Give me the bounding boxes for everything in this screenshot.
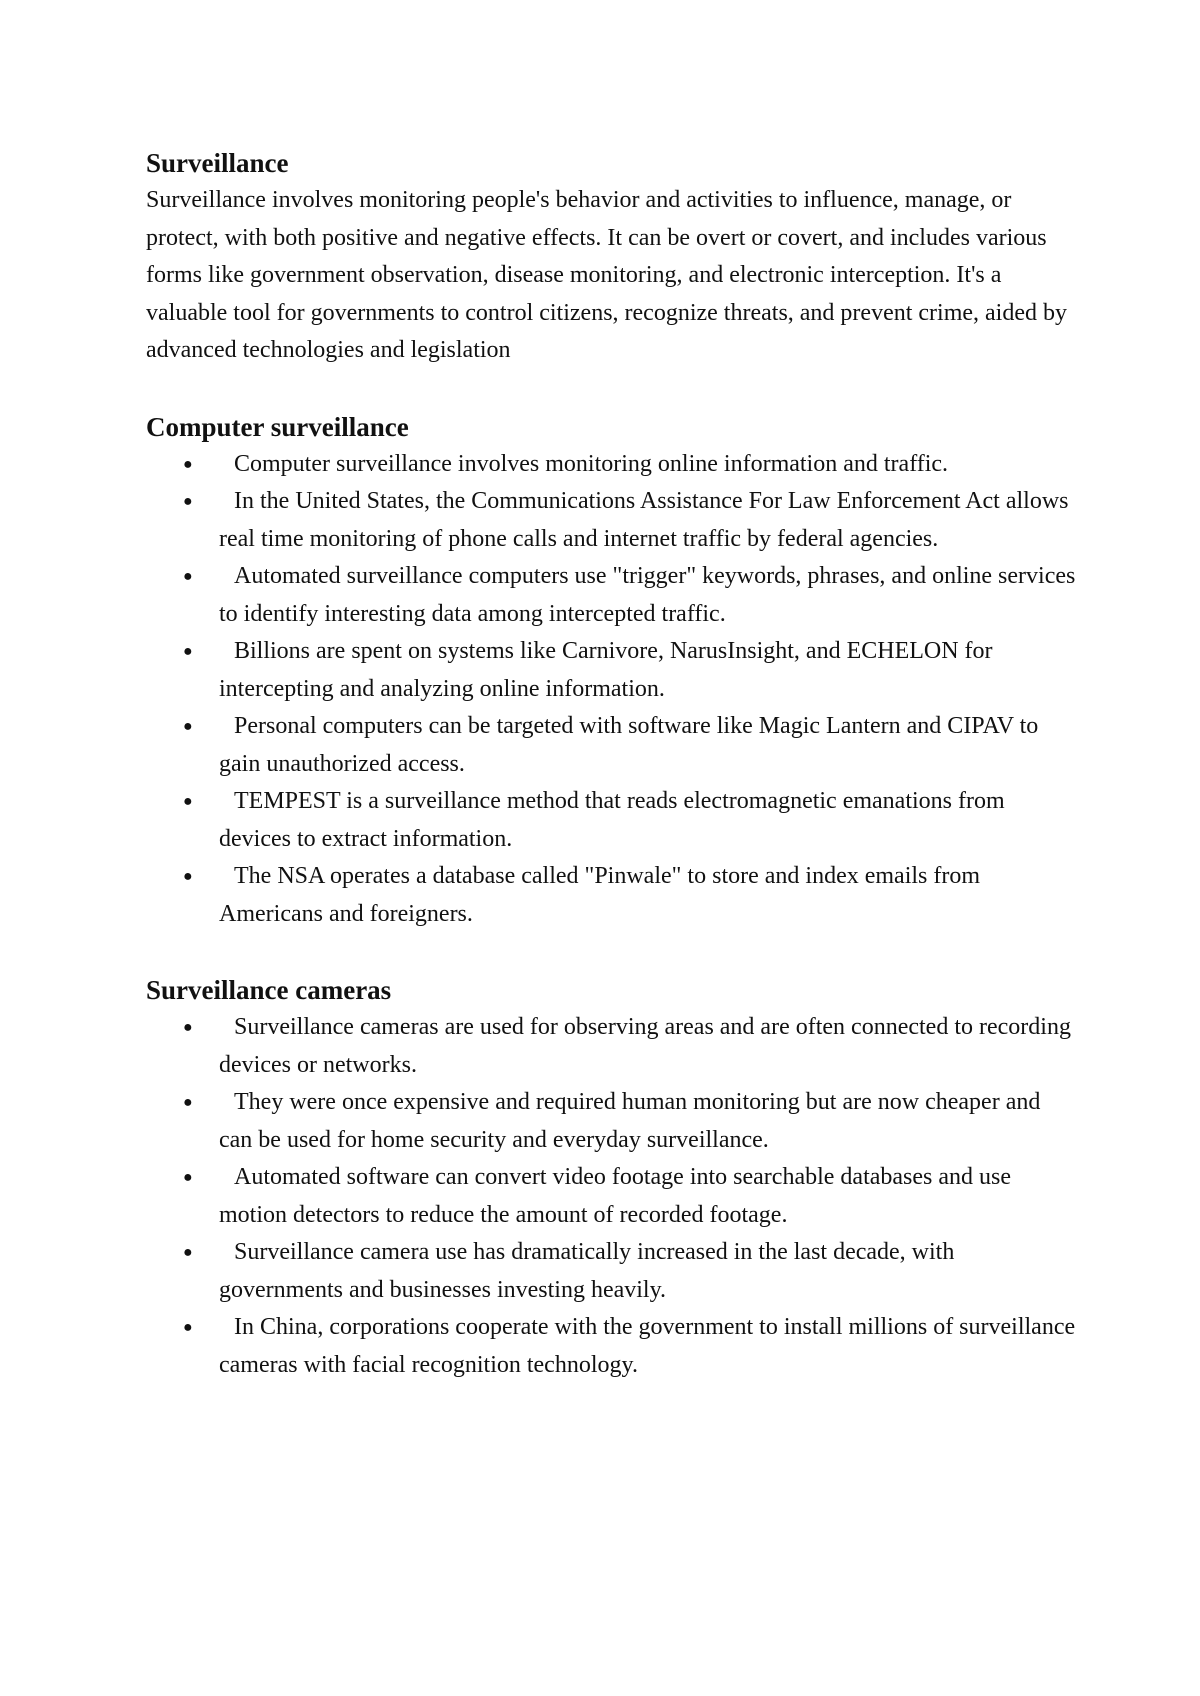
bullet-icon: ●: [183, 1094, 193, 1111]
bullet-icon: ●: [183, 868, 193, 885]
bullet-icon: ●: [183, 1244, 193, 1261]
list-item: [146, 633, 1076, 708]
list-item: [146, 446, 1076, 484]
list-item-text: Automated surveillance computers use "trigger" keywords, phrases, and online services to identify interesting data among intercepted traffic.: [219, 563, 1076, 627]
list-item: [146, 783, 1076, 858]
list-item-text: They were once expensive and required human monitoring but are now cheaper and can be used for home security and everyday surveillance.: [219, 1089, 1041, 1153]
bullet-list-computer-surveillance: [146, 446, 1076, 934]
bullet-icon: ●: [183, 455, 193, 473]
list-item-text: In the United States, the Communications Assistance For Law Enforcement Act allows real time monitoring of phone calls and internet traffic by federal agencies.: [219, 488, 1069, 552]
bullet-icon: ●: [183, 718, 193, 735]
bullet-icon: ●: [183, 1169, 193, 1186]
list-item: [146, 858, 1076, 933]
section-title-surveillance: Surveillance: [146, 148, 289, 178]
section-title-surveillance-cameras: Surveillance cameras: [146, 975, 392, 1005]
list-item-text: Surveillance camera use has dramatically increased in the last decade, with governments and businesses investing heavily.: [219, 1239, 955, 1303]
list-item: [146, 558, 1076, 633]
bullet-icon: ●: [183, 568, 193, 585]
list-item: [146, 708, 1076, 783]
list-item-text: Computer surveillance involves monitoring online information and traffic.: [234, 450, 949, 477]
bullet-list-surveillance-cameras: [146, 1009, 1076, 1384]
section-title-computer-surveillance: Computer surveillance: [146, 411, 409, 442]
list-item: [146, 483, 1076, 558]
bullet-icon: ●: [183, 493, 193, 510]
list-item: [146, 1309, 1076, 1384]
list-item: [146, 1009, 1076, 1084]
list-item-text: Automated software can convert video footage into searchable databases and use motion detectors to reduce the amount of recorded footage.: [219, 1164, 1012, 1228]
list-item-text: Billions are spent on systems like Carnivore, NarusInsight, and ECHELON for intercepting and analyzing online information.: [219, 638, 993, 702]
list-item-text: Personal computers can be targeted with software like Magic Lantern and CIPAV to gain unauthorized access.: [219, 713, 1039, 777]
document-page: [146, 144, 1076, 1384]
bullet-icon: ●: [183, 1319, 193, 1336]
section-spacer: [146, 933, 1076, 971]
section-spacer: [146, 370, 1076, 408]
list-item-text: Surveillance cameras are used for observing areas and are often connected to recording devices or networks.: [219, 1014, 1071, 1078]
bullet-icon: ●: [183, 643, 193, 660]
list-item: [146, 1084, 1076, 1159]
list-item-text: The NSA operates a database called "Pinwale" to store and index emails from Americans and foreigners.: [219, 863, 981, 927]
list-item: [146, 1234, 1076, 1309]
list-item-text: In China, corporations cooperate with the government to install millions of surveillance cameras with facial recognition technology.: [219, 1314, 1076, 1378]
list-item-text: TEMPEST is a surveillance method that reads electromagnetic emanations from devices to extract information.: [219, 788, 1005, 852]
bullet-icon: ●: [183, 1019, 193, 1036]
bullet-icon: ●: [183, 793, 193, 810]
section-paragraph-surveillance: Surveillance involves monitoring people's behavior and activities to influence, manage, or protect, with both positive and negative effects. It can be overt or covert, and includes various forms like government observation, disease monitoring, and electronic interception. It's a valuable tool for governments to control citizens, recognize threats, and prevent crime, aided by advanced technologies and legislation: [146, 187, 1067, 363]
list-item: [146, 1159, 1076, 1234]
